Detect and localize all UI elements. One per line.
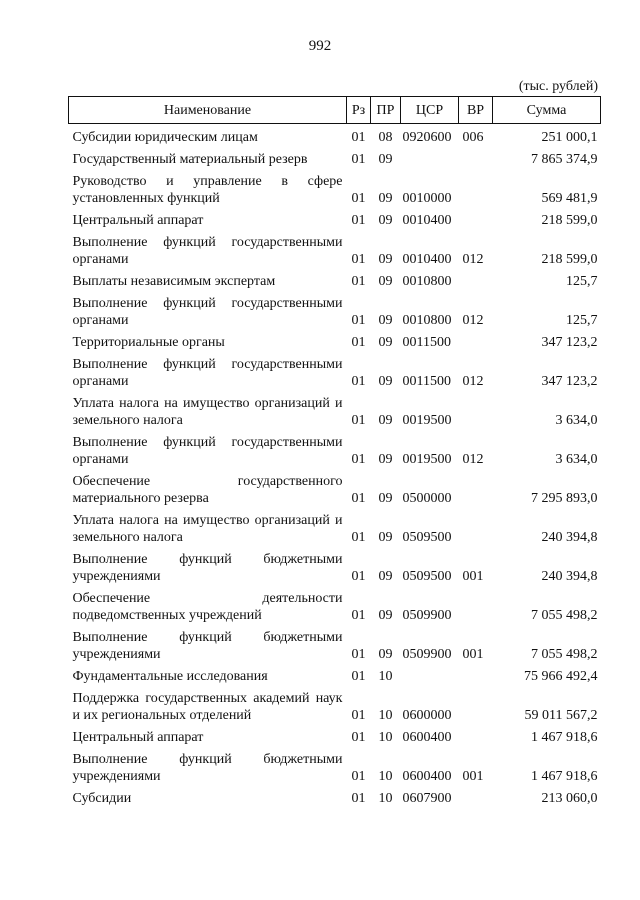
cell-csr: 0509900 (402, 647, 452, 662)
table-row (69, 470, 601, 509)
cell-csr: 0010400 (402, 252, 452, 267)
cell-vr (459, 687, 493, 726)
cell-rz: 01 (351, 274, 366, 289)
cell-csr: 0011500 (402, 335, 451, 350)
cell-rz: 01 (351, 213, 366, 228)
cell-vr (459, 787, 493, 809)
cell-csr: 0500000 (402, 491, 452, 506)
cell-name: Обеспечение деятельности подведомственных учреждений (72, 591, 343, 623)
cell-vr (459, 209, 493, 231)
table-row (69, 431, 601, 470)
cell-csr (401, 148, 459, 170)
cell-csr: 0019500 (402, 452, 452, 467)
cell-rz: 01 (351, 530, 366, 545)
cell-name: Выполнение функций бюджетными учреждениями (72, 752, 343, 784)
cell-name: Территориальные органы (72, 335, 225, 350)
cell-csr: 0010000 (402, 191, 452, 206)
cell-vr (459, 470, 493, 509)
header-csr: ЦСР (401, 97, 459, 124)
cell-csr: 0607900 (402, 791, 452, 806)
cell-name: Субсидии (72, 791, 132, 806)
cell-csr: 0010400 (402, 213, 452, 228)
cell-rz: 01 (351, 569, 366, 584)
cell-vr: 012 (462, 452, 484, 467)
cell-vr: 001 (462, 769, 484, 784)
cell-pr: 09 (378, 491, 393, 506)
cell-vr (459, 170, 493, 209)
cell-csr: 0011500 (402, 374, 451, 389)
cell-vr (459, 726, 493, 748)
cell-csr: 0600400 (402, 769, 452, 784)
cell-name: Руководство и управление в сфере установленных функций (72, 174, 343, 206)
cell-name: Уплата налога на имущество организаций и земельного налога (72, 513, 343, 545)
cell-vr (459, 665, 493, 687)
cell-name: Выполнение функций государственными органами (72, 296, 343, 328)
cell-vr: 012 (462, 252, 484, 267)
cell-name: Фундаментальные исследования (72, 669, 268, 684)
cell-name: Центральный аппарат (72, 213, 204, 228)
cell-sum: 213 060,0 (541, 791, 598, 806)
cell-rz: 01 (351, 374, 366, 389)
cell-rz: 01 (351, 730, 366, 745)
cell-pr: 09 (378, 647, 393, 662)
cell-pr: 10 (378, 669, 393, 684)
cell-pr: 09 (378, 152, 393, 167)
cell-rz: 01 (351, 413, 366, 428)
cell-sum: 347 123,2 (541, 335, 598, 350)
cell-sum: 240 394,8 (541, 530, 598, 545)
cell-vr (459, 392, 493, 431)
cell-pr: 09 (378, 191, 393, 206)
cell-csr (401, 665, 459, 687)
cell-name: Выполнение функций государственными органами (72, 435, 343, 467)
cell-sum: 3 634,0 (555, 413, 598, 428)
table-row (69, 687, 601, 726)
cell-pr: 09 (378, 569, 393, 584)
cell-sum: 75 966 492,4 (524, 669, 598, 684)
budget-table (68, 96, 601, 809)
cell-sum: 1 467 918,6 (531, 730, 598, 745)
cell-csr: 0600000 (402, 708, 452, 723)
cell-name: Выплаты независимым экспертам (72, 274, 276, 289)
table-row (69, 509, 601, 548)
table-row (69, 665, 601, 687)
cell-vr (459, 587, 493, 626)
table-row (69, 587, 601, 626)
cell-sum: 3 634,0 (555, 452, 598, 467)
cell-csr: 0920600 (402, 130, 452, 145)
cell-vr: 012 (462, 374, 484, 389)
cell-name: Уплата налога на имущество организаций и земельного налога (72, 396, 343, 428)
cell-rz: 01 (351, 313, 366, 328)
table-row (69, 787, 601, 809)
cell-rz: 01 (351, 791, 366, 806)
cell-vr (459, 270, 493, 292)
header-name: Наименование (69, 97, 347, 124)
cell-vr: 006 (462, 130, 484, 145)
cell-vr: 001 (462, 647, 484, 662)
header-pr: ПР (371, 97, 401, 124)
cell-pr: 10 (378, 769, 393, 784)
table-row (69, 231, 601, 270)
cell-pr: 09 (378, 252, 393, 267)
cell-sum: 240 394,8 (541, 569, 598, 584)
cell-name: Выполнение функций бюджетными учреждениями (72, 552, 343, 584)
cell-sum: 1 467 918,6 (531, 769, 598, 784)
cell-name: Субсидии юридическим лицам (72, 130, 258, 145)
cell-vr: 012 (462, 313, 484, 328)
cell-pr: 10 (378, 791, 393, 806)
cell-pr: 09 (378, 313, 393, 328)
cell-name: Государственный материальный резерв (72, 152, 308, 167)
cell-pr: 09 (378, 530, 393, 545)
cell-rz: 01 (351, 130, 366, 145)
cell-rz: 01 (351, 669, 366, 684)
header-vr: ВР (459, 97, 493, 124)
cell-name: Поддержка государственных академий наук и их региональных отделений (72, 691, 343, 723)
cell-name: Выполнение функций бюджетными учреждениями (72, 630, 343, 662)
cell-csr: 0019500 (402, 413, 452, 428)
cell-sum: 7 295 893,0 (531, 491, 598, 506)
table-row (69, 124, 601, 149)
cell-sum: 347 123,2 (541, 374, 598, 389)
table-row (69, 548, 601, 587)
cell-vr (459, 331, 493, 353)
table-row (69, 748, 601, 787)
cell-name: Обеспечение государственного материального резерва (72, 474, 343, 506)
page-number: 992 (308, 38, 332, 54)
cell-pr: 09 (378, 413, 393, 428)
cell-rz: 01 (351, 491, 366, 506)
cell-rz: 01 (351, 335, 366, 350)
table-row (69, 292, 601, 331)
cell-pr: 09 (378, 452, 393, 467)
cell-pr: 09 (378, 374, 393, 389)
units-label: (тыс. рублей) (518, 79, 598, 94)
cell-rz: 01 (351, 452, 366, 467)
cell-sum: 7 865 374,9 (531, 152, 598, 167)
cell-rz: 01 (351, 191, 366, 206)
cell-sum: 569 481,9 (541, 191, 598, 206)
cell-csr: 0509500 (402, 569, 452, 584)
cell-sum: 251 000,1 (541, 130, 598, 145)
cell-pr: 10 (378, 708, 393, 723)
cell-csr: 0600400 (402, 730, 452, 745)
cell-pr: 09 (378, 213, 393, 228)
cell-csr: 0010800 (402, 274, 452, 289)
table-row (69, 270, 601, 292)
cell-pr: 09 (378, 274, 393, 289)
cell-vr: 001 (462, 569, 484, 584)
table-row (69, 392, 601, 431)
cell-sum: 59 011 567,2 (524, 708, 598, 723)
cell-sum: 125,7 (566, 274, 598, 289)
cell-sum: 125,7 (566, 313, 598, 328)
cell-rz: 01 (351, 769, 366, 784)
cell-sum: 7 055 498,2 (531, 608, 598, 623)
cell-vr (459, 509, 493, 548)
header-sum: Сумма (493, 97, 601, 124)
cell-name: Выполнение функций государственными органами (72, 235, 343, 267)
table-row (69, 209, 601, 231)
cell-sum: 7 055 498,2 (531, 647, 598, 662)
cell-csr: 0010800 (402, 313, 452, 328)
cell-pr: 09 (378, 335, 393, 350)
cell-pr: 08 (378, 130, 393, 145)
table-row (69, 353, 601, 392)
cell-rz: 01 (351, 252, 366, 267)
cell-name: Выполнение функций государственными органами (72, 357, 343, 389)
table-row (69, 148, 601, 170)
table-row (69, 170, 601, 209)
cell-pr: 09 (378, 608, 393, 623)
cell-pr: 10 (378, 730, 393, 745)
cell-sum: 218 599,0 (541, 213, 598, 228)
cell-csr: 0509900 (402, 608, 452, 623)
table-row (69, 331, 601, 353)
cell-rz: 01 (351, 708, 366, 723)
cell-sum: 218 599,0 (541, 252, 598, 267)
cell-csr: 0509500 (402, 530, 452, 545)
table-row (69, 726, 601, 748)
header-rz: Рз (347, 97, 371, 124)
cell-rz: 01 (351, 152, 366, 167)
cell-rz: 01 (351, 647, 366, 662)
table-row (69, 626, 601, 665)
table-header-row (69, 97, 601, 124)
cell-vr (459, 148, 493, 170)
cell-name: Центральный аппарат (72, 730, 204, 745)
cell-rz: 01 (351, 608, 366, 623)
